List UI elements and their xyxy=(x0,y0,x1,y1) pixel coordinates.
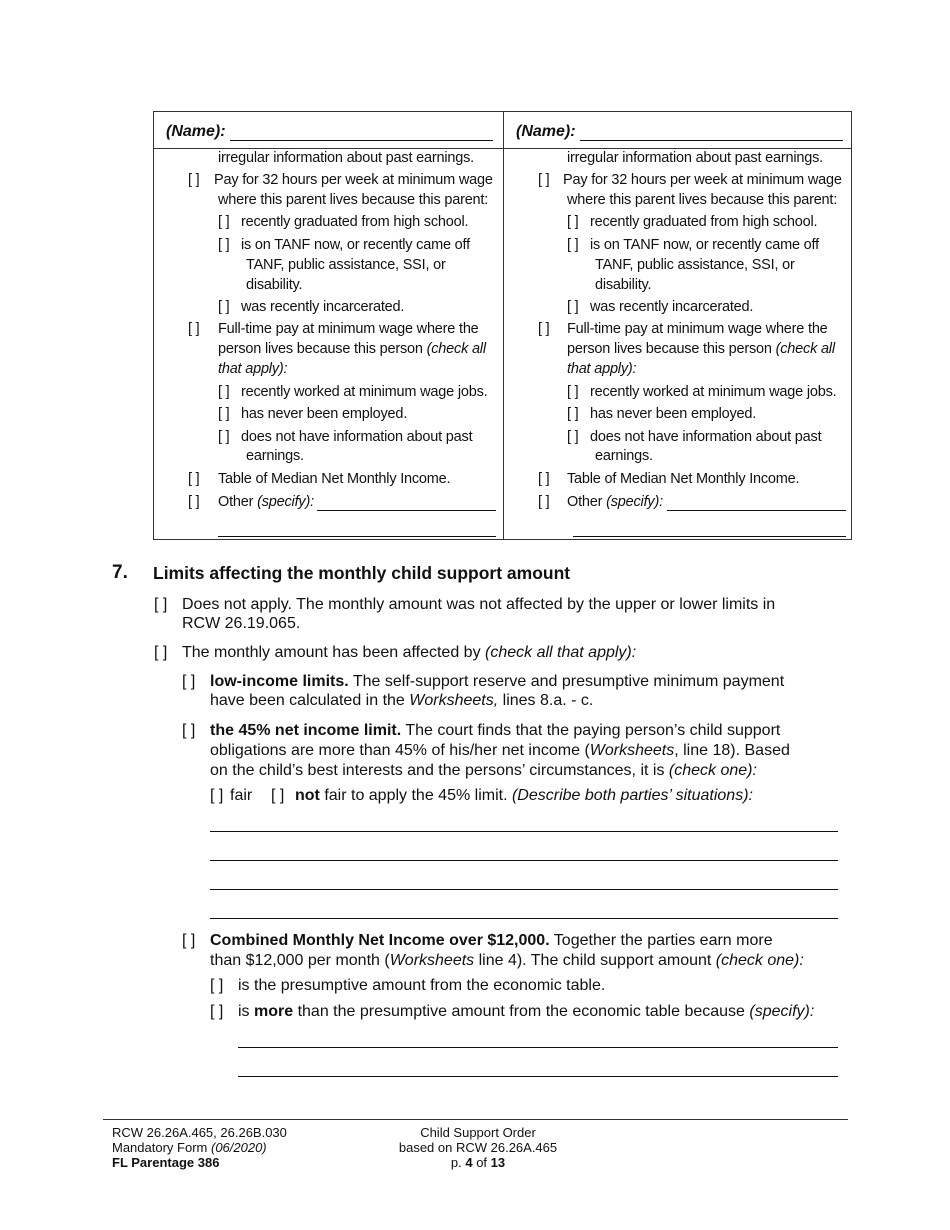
checkbox-incarcerated[interactable]: [ ] xyxy=(218,299,230,315)
footer-page-num: 4 xyxy=(465,1155,473,1170)
combined-check-one: (check one): xyxy=(715,952,804,969)
line-fulltime-b-text: person lives because this person xyxy=(218,341,427,357)
line-graduated: recently graduated from high school. xyxy=(241,214,469,230)
limit45-worksheets: Worksheets xyxy=(589,742,675,759)
line-tanf-b: TANF, public assistance, SSI, or xyxy=(595,257,795,273)
low-income-heading: low-income limits. xyxy=(210,673,349,690)
combined-worksheets: Worksheets xyxy=(389,952,475,969)
line-never: has never been employed. xyxy=(241,406,408,422)
checkbox-tanf[interactable]: [ ] xyxy=(218,237,230,253)
fair-text: fair to apply the 45% limit. xyxy=(319,787,512,804)
line-fulltime-c: that apply): xyxy=(218,361,288,377)
describe-label: (Describe both parties’ situations): xyxy=(511,787,753,804)
checkbox-median[interactable]: [ ] xyxy=(538,471,550,487)
checkbox-noinfo[interactable]: [ ] xyxy=(218,429,230,445)
checkbox-other[interactable]: [ ] xyxy=(538,494,550,510)
checkbox-minwage[interactable]: [ ] xyxy=(567,384,579,400)
checkbox-pay32[interactable]: [ ] xyxy=(188,172,200,188)
more-specify-field-1[interactable] xyxy=(238,1047,838,1048)
line-noinfo-b: earnings. xyxy=(595,448,653,464)
describe-field-1[interactable] xyxy=(210,831,838,832)
footer-page-mid: of xyxy=(472,1155,491,1170)
line-median: Table of Median Net Monthly Income. xyxy=(567,471,800,487)
checkbox-not-fair[interactable]: [ ] xyxy=(271,787,285,804)
parent-income-table xyxy=(153,111,852,540)
checkbox-more[interactable]: [ ] xyxy=(210,1003,224,1020)
footer-page xyxy=(358,1155,598,1171)
line-minwage: recently worked at minimum wage jobs. xyxy=(241,384,488,400)
line-tanf-c: disability. xyxy=(246,277,303,293)
footer-based: based on RCW 26.26A.465 xyxy=(398,1140,558,1155)
other-specify-field[interactable] xyxy=(667,510,846,511)
line-other-specify: (specify): xyxy=(257,494,314,510)
left-parent-column xyxy=(154,112,503,539)
line-other-text: Other xyxy=(567,494,607,510)
checkbox-45-limit[interactable]: [ ] xyxy=(182,722,196,739)
affected-line xyxy=(182,643,636,663)
line-other-specify: (specify): xyxy=(606,494,663,510)
checkbox-never[interactable]: [ ] xyxy=(218,406,230,422)
checkbox-graduated[interactable]: [ ] xyxy=(567,214,579,230)
limit45-text3: on the child’s best interests and the persons’ circumstances, it is xyxy=(210,762,669,779)
low-income-text2: have been calculated in the xyxy=(210,692,410,709)
more-specify: (specify): xyxy=(749,1003,815,1020)
line-median: Table of Median Net Monthly Income. xyxy=(218,471,451,487)
line-incarcerated: was recently incarcerated. xyxy=(241,299,405,315)
other-specify-field-2[interactable] xyxy=(218,536,496,537)
not-label: not xyxy=(295,787,320,804)
combined-heading: Combined Monthly Net Income over $12,000. xyxy=(210,932,550,949)
line-minwage: recently worked at minimum wage jobs. xyxy=(590,384,837,400)
other-specify-field-2[interactable] xyxy=(573,536,846,537)
checkbox-minwage[interactable]: [ ] xyxy=(218,384,230,400)
checkbox-fair[interactable]: [ ] xyxy=(210,787,224,804)
presumptive-label: is the presumptive amount from the economic table. xyxy=(238,977,606,994)
line-irregular: irregular information about past earnings. xyxy=(218,150,474,166)
footer-title: Child Support Order xyxy=(420,1125,536,1140)
footer-page-pre: p. xyxy=(450,1155,466,1170)
line-tanf-c: disability. xyxy=(595,277,652,293)
checkbox-does-not-apply[interactable]: [ ] xyxy=(154,596,168,613)
limit45-line1 xyxy=(210,721,780,741)
checkbox-presumptive[interactable]: [ ] xyxy=(210,977,224,994)
checkbox-combined[interactable]: [ ] xyxy=(182,932,196,949)
more-specify-field-2[interactable] xyxy=(238,1076,838,1077)
name-field[interactable] xyxy=(580,140,843,141)
checkbox-noinfo[interactable]: [ ] xyxy=(567,429,579,445)
line-other xyxy=(218,493,314,511)
checkbox-affected[interactable]: [ ] xyxy=(154,644,168,661)
name-label: (Name): xyxy=(516,123,576,140)
line-graduated: recently graduated from high school. xyxy=(590,214,818,230)
combined-text2: than $12,000 per month ( xyxy=(210,952,390,969)
low-income-worksheets: Worksheets, xyxy=(409,692,499,709)
line-fulltime-a: Full-time pay at minimum wage where the xyxy=(218,321,479,337)
checkbox-other[interactable]: [ ] xyxy=(188,494,200,510)
line-noinfo-b: earnings. xyxy=(246,448,304,464)
section-number: 7. xyxy=(112,562,128,583)
checkbox-pay32[interactable]: [ ] xyxy=(538,172,550,188)
limit45-check-one: (check one): xyxy=(668,762,757,779)
more-text-post: than the presumptive amount from the economic table because xyxy=(293,1003,750,1020)
line-noinfo-a: does not have information about past xyxy=(590,429,822,445)
low-income-lines: lines 8.a. - c. xyxy=(498,692,594,709)
line-tanf-a: is on TANF now, or recently came off xyxy=(590,237,819,253)
checkbox-incarcerated[interactable]: [ ] xyxy=(567,299,579,315)
footer-rule xyxy=(103,1119,848,1120)
fair-label: fair xyxy=(230,787,253,804)
more-bold: more xyxy=(254,1003,294,1020)
line-tanf-a: is on TANF now, or recently came off xyxy=(241,237,470,253)
combined-text2-mid: line 4). The child support amount xyxy=(474,952,716,969)
line-pay32-a: Pay for 32 hours per week at minimum wage xyxy=(563,172,842,188)
line-other-text: Other xyxy=(218,494,258,510)
checkbox-fulltime[interactable]: [ ] xyxy=(188,321,200,337)
name-label: (Name): xyxy=(166,123,226,140)
low-income-line1 xyxy=(210,672,784,692)
line-fulltime-b-italic: (check all xyxy=(426,341,486,357)
line-fulltime-a: Full-time pay at minimum wage where the xyxy=(567,321,828,337)
low-income-line2 xyxy=(210,691,593,711)
line-fulltime-b-italic: (check all xyxy=(775,341,835,357)
limit45-text2-post: , line 18). Based xyxy=(674,742,790,759)
checkbox-median[interactable]: [ ] xyxy=(188,471,200,487)
describe-field-2[interactable] xyxy=(210,860,838,861)
limit45-text: The court finds that the paying person’s child support xyxy=(401,722,781,739)
footer-mandatory-date: (06/2020) xyxy=(210,1140,267,1155)
does-not-apply-line1: Does not apply. The monthly amount was not affected by the upper or lower limits in xyxy=(182,596,776,613)
combined-line1 xyxy=(210,931,773,951)
line-pay32-b: where this parent lives because this parent: xyxy=(218,192,489,208)
checkbox-graduated[interactable]: [ ] xyxy=(218,214,230,230)
limit45-text2: obligations are more than 45% of his/her net income ( xyxy=(210,742,590,759)
limit45-line3 xyxy=(210,761,757,781)
combined-text: Together the parties earn more xyxy=(549,932,773,949)
line-noinfo-a: does not have information about past xyxy=(241,429,473,445)
limit45-heading: the 45% net income limit. xyxy=(210,722,402,739)
section-title: Limits affecting the monthly child support amount xyxy=(153,563,571,583)
line-fulltime-b-text: person lives because this person xyxy=(567,341,776,357)
line-fulltime-b xyxy=(218,340,486,358)
not-fair-line xyxy=(295,786,753,806)
right-parent-column xyxy=(504,112,853,539)
checkbox-never[interactable]: [ ] xyxy=(567,406,579,422)
describe-field-4[interactable] xyxy=(210,918,838,919)
combined-line2 xyxy=(210,951,804,971)
affected-italic: (check all that apply): xyxy=(485,644,637,661)
footer-mandatory xyxy=(112,1140,267,1156)
line-incarcerated: was recently incarcerated. xyxy=(590,299,754,315)
more-line xyxy=(238,1002,814,1022)
checkbox-tanf[interactable]: [ ] xyxy=(567,237,579,253)
line-tanf-b: TANF, public assistance, SSI, or xyxy=(246,257,446,273)
line-irregular: irregular information about past earnings. xyxy=(567,150,823,166)
line-pay32-b: where this parent lives because this parent: xyxy=(567,192,838,208)
low-income-text: The self-support reserve and presumptive minimum payment xyxy=(348,673,785,690)
limit45-line2 xyxy=(210,741,790,761)
line-other xyxy=(567,493,663,511)
checkbox-low-income[interactable]: [ ] xyxy=(182,673,196,690)
does-not-apply-line2: RCW 26.19.065. xyxy=(182,615,301,632)
checkbox-fulltime[interactable]: [ ] xyxy=(538,321,550,337)
affected-text: The monthly amount has been affected by xyxy=(182,644,486,661)
footer-page-total: 13 xyxy=(490,1155,506,1170)
line-fulltime-b xyxy=(567,340,835,358)
line-pay32-a: Pay for 32 hours per week at minimum wage xyxy=(214,172,493,188)
describe-field-3[interactable] xyxy=(210,889,838,890)
other-specify-field[interactable] xyxy=(317,510,496,511)
footer-rcw: RCW 26.26A.465, 26.26B.030 xyxy=(112,1125,287,1140)
more-text: is xyxy=(238,1003,254,1020)
footer-form-id: FL Parentage 386 xyxy=(112,1155,220,1170)
name-field[interactable] xyxy=(230,140,493,141)
footer-mandatory-text: Mandatory Form xyxy=(112,1140,211,1155)
line-fulltime-c: that apply): xyxy=(567,361,637,377)
line-never: has never been employed. xyxy=(590,406,757,422)
